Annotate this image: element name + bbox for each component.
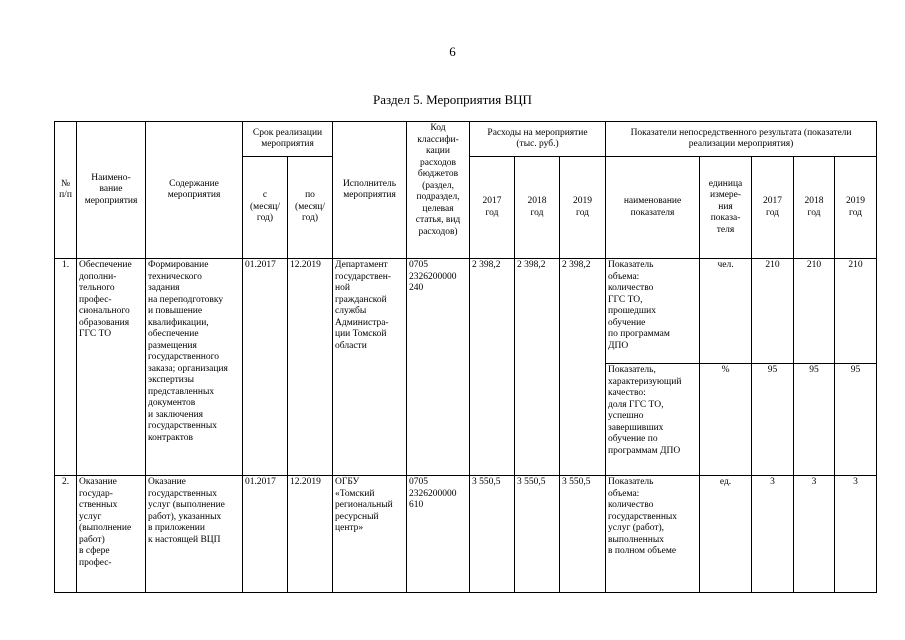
indicator-unit: % bbox=[700, 364, 752, 476]
header-value-2019: 2019 год bbox=[835, 157, 877, 259]
row-executor: ОГБУ «Томский региональный ресурсный центр» bbox=[333, 476, 407, 593]
row-num: 1. bbox=[55, 259, 77, 476]
indicator-value-2017: 3 bbox=[752, 476, 794, 593]
row-from: 01.2017 bbox=[243, 259, 288, 476]
table-row bbox=[55, 259, 877, 364]
page-number: 6 bbox=[449, 44, 456, 59]
row-content: Оказание государственных услуг (выполнение работ), указанных в приложении к настоящей ВЦП bbox=[146, 476, 243, 593]
row-to: 12.2019 bbox=[288, 259, 333, 476]
row-executor: Департамент государствен- ной гражданской службы Администра- ции Томской области bbox=[333, 259, 407, 476]
row-code: 0705 2326200000 610 bbox=[407, 476, 470, 593]
row-expense-2017: 3 550,5 bbox=[470, 476, 515, 593]
row-code: 0705 2326200000 240 bbox=[407, 259, 470, 476]
row-num: 2. bbox=[55, 476, 77, 593]
indicator-value-2019: 3 bbox=[835, 476, 877, 593]
header-value-2018: 2018 год bbox=[794, 157, 835, 259]
header-content: Содержание мероприятия bbox=[146, 122, 243, 259]
header-expense-2017: 2017 год bbox=[470, 157, 515, 259]
indicator-value-2017: 95 bbox=[752, 364, 794, 476]
row-expense-2019: 3 550,5 bbox=[560, 476, 606, 593]
indicator-value-2018: 3 bbox=[794, 476, 835, 593]
row-name: Обеспечение дополни- тельного профес- сионального образования ГГС ТО bbox=[77, 259, 146, 476]
indicator-unit: ед. bbox=[700, 476, 752, 593]
indicator-value-2019: 95 bbox=[835, 364, 877, 476]
header-unit: единица измере- ния показа- теля bbox=[700, 157, 752, 259]
header-executor: Исполнитель мероприятия bbox=[333, 122, 407, 259]
row-expense-2017: 2 398,2 bbox=[470, 259, 515, 476]
header-term-to: по (месяц/ год) bbox=[288, 157, 333, 259]
indicator-value-2017: 210 bbox=[752, 259, 794, 364]
indicator-name: Показатель объема: количество государственных услуг (работ), выполненных в полном объеме bbox=[606, 476, 700, 593]
section-title: Раздел 5. Мероприятия ВЦП bbox=[373, 92, 532, 107]
row-name: Оказание государ- ственных услуг (выполнение работ) в сфере профес- bbox=[77, 476, 146, 593]
header-num: № п/п bbox=[55, 122, 77, 259]
indicator-name: Показатель, характеризующий качество: доля ГГС ТО, успешно завершивших обучение по программам ДПО bbox=[606, 364, 700, 476]
row-from: 01.2017 bbox=[243, 476, 288, 593]
header-indicators: Показатели непосредственного результата (показатели реализации мероприятия) bbox=[606, 122, 877, 157]
indicator-value-2018: 210 bbox=[794, 259, 835, 364]
header-expense-2018: 2018 год bbox=[515, 157, 560, 259]
row-expense-2018: 3 550,5 bbox=[515, 476, 560, 593]
indicator-unit: чел. bbox=[700, 259, 752, 364]
table-row bbox=[55, 476, 877, 593]
header-term: Срок реализации мероприятия bbox=[243, 122, 333, 157]
row-content: Формирование технического задания на переподготовку и повышение квалификации, обеспечение размещения государственного заказа; организация экспертизы представленных документов и заключения государственных контрактов bbox=[146, 259, 243, 476]
header-expense-2019: 2019 год bbox=[560, 157, 606, 259]
header-value-2017: 2017 год bbox=[752, 157, 794, 259]
row-expense-2018: 2 398,2 bbox=[515, 259, 560, 476]
row-expense-2019: 2 398,2 bbox=[560, 259, 606, 476]
indicator-value-2018: 95 bbox=[794, 364, 835, 476]
indicator-value-2019: 210 bbox=[835, 259, 877, 364]
indicator-name: Показатель объема: количество ГГС ТО, прошедших обучение по программам ДПО bbox=[606, 259, 700, 364]
header-row-1 bbox=[55, 122, 877, 157]
row-to: 12.2019 bbox=[288, 476, 333, 593]
header-code: Код классифи- кации расходов бюджетов (раздел, подраздел, целевая статья, вид расходов) bbox=[407, 122, 470, 259]
activities-table bbox=[54, 121, 877, 593]
header-expenses: Расходы на мероприятие (тыс. руб.) bbox=[470, 122, 606, 157]
header-indicator-name: наименование показателя bbox=[606, 157, 700, 259]
header-name: Наимено- вание мероприятия bbox=[77, 122, 146, 259]
header-term-from: с (месяц/ год) bbox=[243, 157, 288, 259]
